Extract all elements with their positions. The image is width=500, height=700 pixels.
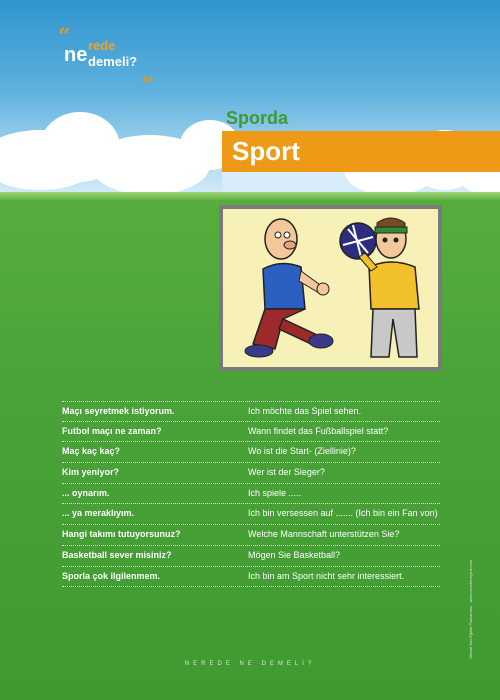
- table-row: [62, 442, 440, 463]
- phrase-german: Wer ist der Sieger?: [248, 467, 325, 478]
- phrase-turkish: Basketball sever misiniz?: [62, 549, 172, 560]
- phrase-turkish: Sporla çok ilgilenmem.: [62, 570, 161, 581]
- phrase-german: Ich spiele .....: [248, 487, 302, 498]
- soccer-players-illustration: [223, 209, 438, 367]
- phrase-turkish: ... ya meraklıyım.: [62, 508, 135, 519]
- table-row: [62, 504, 440, 525]
- footer-text: NEREDE NE DEMELİ?: [184, 661, 316, 667]
- table-row: [62, 567, 440, 588]
- table-row: [62, 422, 440, 443]
- logo-ne: ne: [64, 44, 88, 66]
- logo-quote-close: „: [142, 60, 155, 86]
- logo-quote-open: “: [58, 24, 71, 50]
- logo: [58, 24, 168, 84]
- phrase-turkish: Kim yeniyor?: [62, 467, 120, 478]
- phrase-german: Mögen Sie Basketball?: [248, 549, 341, 560]
- phrase-table: [62, 401, 440, 587]
- phrase-german: Ich bin am Sport nicht sehr interessiert.: [248, 570, 405, 581]
- phrase-german: Wann findet das Fußballspiel statt?: [248, 425, 389, 436]
- phrase-german: Ich bin versessen auf ....... (Ich bin ein Fan von): [248, 508, 438, 519]
- title-bar: [222, 131, 500, 172]
- table-row: [62, 463, 440, 484]
- phrase-german: Welche Mannschaft unterstützen Sie?: [248, 529, 400, 540]
- title-german: Sport: [232, 136, 300, 166]
- table-row: [62, 401, 440, 422]
- table-row: [62, 525, 440, 546]
- soccer-players-icon: [223, 209, 438, 367]
- phrase-turkish: Maç kaç kaç?: [62, 446, 121, 457]
- phrase-turkish: Hangi takımı tutuyorsunuz?: [62, 529, 181, 540]
- illustration-frame: [219, 205, 442, 371]
- table-row: [62, 546, 440, 567]
- logo-demeli: demeli?: [88, 54, 138, 69]
- phrase-turkish: ... oynarım.: [62, 487, 110, 498]
- phrase-german: Ich möchte das Spiel sehen.: [248, 406, 362, 416]
- credit-text: Mimari Ilan Eğitim Planlaması · www.neredeneyedi.com: [468, 560, 473, 659]
- logo-rede: rede: [88, 38, 116, 53]
- table-row: [62, 484, 440, 505]
- title-shadow: [222, 172, 500, 196]
- phrase-turkish: Futbol maçı ne zaman?: [62, 425, 162, 436]
- title-turkish: Sporda: [226, 108, 289, 128]
- phrase-turkish: Maçı seyretmek istiyorum.: [62, 406, 175, 416]
- phrase-german: Wo ist die Start- (Ziellinie)?: [248, 446, 356, 457]
